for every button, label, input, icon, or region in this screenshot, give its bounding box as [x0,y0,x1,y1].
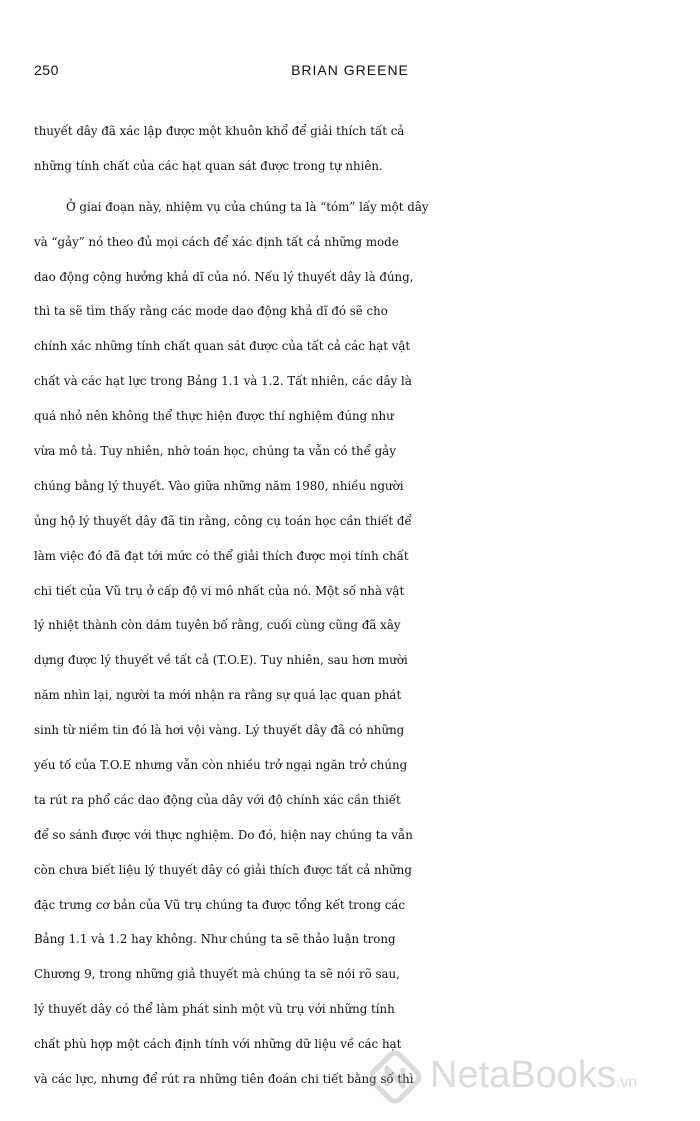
text-line: quá nhỏ nên không thể thực hiện được thí nghiệm đúng như [34,409,394,424]
text-line: chính xác những tính chất quan sát được của tất cả các hạt vật [34,339,411,354]
paragraph-2 [34,190,674,1097]
text-line: những tính chất của các hạt quan sát được trong tự nhiên. [34,158,383,173]
text-line: chúng bằng lý thuyết. Vào giữa những năm 1980, nhiều người [34,478,404,493]
body-text [34,114,674,1097]
text-line: lý nhiệt thành còn dám tuyên bố rằng, cuối cùng cũng đã xây [34,618,401,633]
text-line: sinh từ niềm tin đó là hơi vội vàng. Lý thuyết dây đã có những [34,723,405,738]
watermark-text [430,1054,637,1097]
text-line: lý thuyết dây có thể làm phát sinh một vũ trụ với những tính [34,1002,395,1017]
text-line: để so sánh được với thực nghiệm. Do đó, hiện nay chúng ta vẫn [34,827,413,842]
text-line: ủng hộ lý thuyết dây đã tin rằng, công cụ toán học cần thiết để [34,513,412,528]
page-header [34,62,666,84]
text-line: Ở giai đoạn này, nhiệm vụ của chúng ta là “tóm” lấy một dây [66,199,429,214]
text-line: chi tiết của Vũ trụ ở cấp độ vi mô nhất của nó. Một số nhà vật [34,583,405,598]
paragraph-1 [34,114,674,184]
netabooks-logo-icon [368,1050,422,1104]
watermark-suffix: .vn [615,1074,638,1091]
text-line: và “gảy” nó theo đủ mọi cách để xác định tất cả những mode [34,234,399,249]
text-line: Chương 9, trong những giả thuyết mà chúng ta sẽ nói rõ sau, [34,967,400,982]
text-line: còn chưa biết liệu lý thuyết dây có giải thích được tất cả những [34,862,412,877]
text-line: thì ta sẽ tìm thấy rằng các mode dao động khả dĩ đó sẽ cho [34,304,388,319]
text-line: dựng được lý thuyết về tất cả (T.O.E). Tuy nhiên, sau hơn mười [34,653,408,668]
text-line: Bảng 1.1 và 1.2 hay không. Như chúng ta sẽ thảo luận trong [34,932,396,947]
watermark [368,1048,688,1108]
running-head: BRIAN GREENE [291,62,409,78]
text-line: chất và các hạt lực trong Bảng 1.1 và 1.2. Tất nhiên, các dây là [34,374,412,389]
text-line: làm việc đó đã đạt tới mức có thể giải thích được mọi tính chất [34,548,409,563]
text-line: yếu tố của T.O.E nhưng vẫn còn nhiều trở ngại ngăn trở chúng [34,758,408,773]
text-line: chất phù hợp một cách định tính với những dữ liệu về các hạt [34,1037,402,1052]
text-line: đặc trưng cơ bản của Vũ trụ chúng ta được tổng kết trong các [34,897,406,912]
text-line: vừa mô tả. Tuy nhiên, nhờ toán học, chúng ta vẫn có thể gảy [34,444,396,459]
text-line: dao động cộng hưởng khả dĩ của nó. Nếu lý thuyết dây là đúng, [34,269,414,284]
watermark-brand: NetaBooks [430,1054,616,1096]
page-number: 250 [34,62,59,78]
text-line: thuyết dây đã xác lập được một khuôn khổ để giải thích tất cả [34,124,405,138]
text-line: ta rút ra phổ các dao động của dây với độ chính xác cần thiết [34,792,401,807]
text-line: năm nhìn lại, người ta mới nhận ra rằng sự quá lạc quan phát [34,688,402,703]
text-line: và các lực, nhưng để rút ra những tiên đoán chi tiết bằng số thì [34,1072,414,1087]
